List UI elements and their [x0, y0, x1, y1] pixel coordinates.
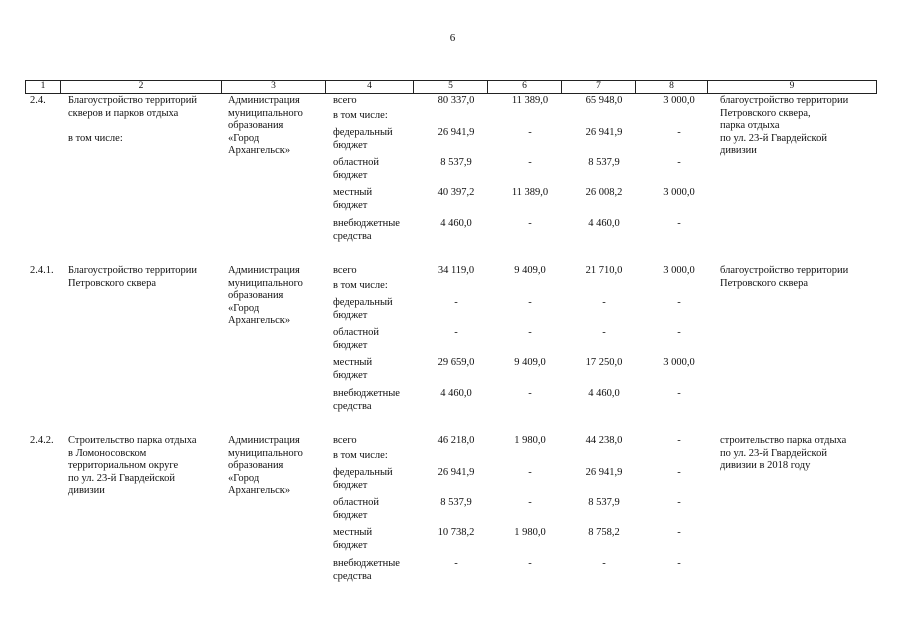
value-col8: - [677, 297, 681, 308]
row-organization-line: «Город [228, 132, 260, 144]
row-name-line: в том числе: [68, 132, 123, 144]
funding-source-label-line: внебюджетные [333, 558, 400, 569]
value-col5: 80 337,0 [437, 95, 475, 106]
funding-source-label-line: всего [333, 265, 357, 276]
row-organization-line: муниципального [228, 107, 303, 119]
row-code: 2.4. [30, 95, 46, 106]
value-col6: - [528, 327, 532, 338]
funding-source-label-line: местный [333, 527, 373, 538]
funding-source-label [333, 157, 419, 182]
value-col8: 3 000,0 [663, 265, 695, 276]
header-col-9: 9 [707, 81, 877, 93]
value-col8: - [677, 497, 681, 508]
row-organization-line: образования [228, 460, 284, 471]
value-col6: - [528, 297, 532, 308]
row-name-line: Благоустройство территории [68, 265, 197, 276]
header-col-4: 4 [325, 81, 413, 93]
funding-source-label [333, 450, 419, 463]
value-col6: 11 389,0 [511, 95, 549, 106]
value-col6: 9 409,0 [514, 265, 546, 276]
value-col5: 4 460,0 [440, 388, 472, 399]
value-col7: 21 710,0 [585, 265, 623, 276]
funding-source-label-line: бюджет [333, 199, 368, 211]
value-col7: 8 758,2 [588, 527, 620, 538]
value-col6: - [528, 157, 532, 168]
row-organization-line: Администрация [228, 435, 300, 446]
funding-source-label [333, 467, 419, 492]
row-organization-line: Администрация [228, 95, 300, 106]
row-result-line: Петровского сквера, [720, 107, 811, 119]
header-col-6: 6 [487, 81, 561, 93]
row-organization [228, 265, 328, 328]
funding-source-label [333, 527, 419, 552]
funding-source-label-line: всего [333, 95, 357, 106]
funding-source-label [333, 357, 419, 382]
row-result [720, 265, 885, 290]
row-name [68, 435, 228, 498]
funding-source-label-line: внебюджетные [333, 218, 400, 229]
value-col8: 3 000,0 [663, 187, 695, 198]
funding-source-label-line: в том числе: [333, 450, 388, 461]
funding-source-label-line: федеральный [333, 467, 393, 478]
funding-source-label [333, 497, 419, 522]
row-organization-line: Архангельск» [228, 485, 291, 496]
funding-source-label-line: бюджет [333, 369, 368, 381]
value-col7: - [602, 327, 606, 338]
row-name-line: территориальном округе [68, 460, 179, 471]
funding-source-label [333, 297, 419, 322]
row-name-line: в Ломоносовском [68, 447, 147, 459]
value-col8: - [677, 388, 681, 399]
funding-source-label [333, 558, 419, 583]
value-col6: - [528, 127, 532, 138]
funding-source-label-line: бюджет [333, 309, 368, 321]
funding-source-label-line: федеральный [333, 127, 393, 138]
row-result-line: дивизии в 2018 году [720, 460, 811, 471]
funding-source-label [333, 435, 419, 448]
funding-source-label-line: местный [333, 357, 373, 368]
funding-source-label-line: областной [333, 497, 379, 508]
row-organization-line: образования [228, 120, 284, 131]
table-header [25, 80, 877, 94]
row-result-line: Петровского сквера [720, 277, 808, 289]
value-col6: - [528, 388, 532, 399]
value-col5: 29 659,0 [437, 357, 475, 368]
row-result-line: благоустройство территории [720, 265, 849, 276]
row-name-line: Благоустройство территорий [68, 95, 197, 106]
value-col7: 44 238,0 [585, 435, 623, 446]
funding-source-label-line: в том числе: [333, 110, 388, 121]
row-code: 2.4.1. [30, 265, 54, 276]
row-code: 2.4.2. [30, 435, 54, 446]
value-col8: 3 000,0 [663, 95, 695, 106]
row-name-line: дивизии [68, 485, 105, 496]
header-col-7: 7 [561, 81, 635, 93]
row-organization-line: Архангельск» [228, 145, 291, 156]
value-col5: 10 738,2 [437, 527, 475, 538]
funding-source-label [333, 265, 419, 278]
value-col7: 8 537,9 [588, 497, 620, 508]
value-col7: - [602, 558, 606, 569]
value-col8: - [677, 127, 681, 138]
row-organization-line: муниципального [228, 277, 303, 289]
value-col6: 9 409,0 [514, 357, 546, 368]
header-col-8: 8 [635, 81, 707, 93]
value-col6: - [528, 467, 532, 478]
value-col8: - [677, 218, 681, 229]
row-result-line: благоустройство территории [720, 95, 849, 106]
row-result-line: дивизии [720, 145, 757, 156]
funding-source-label [333, 187, 419, 212]
funding-source-label-line: бюджет [333, 479, 368, 491]
value-col7: - [602, 297, 606, 308]
value-col8: - [677, 467, 681, 478]
row-organization-line: «Город [228, 302, 260, 314]
value-col6: - [528, 558, 532, 569]
funding-source-label-line: в том числе: [333, 280, 388, 291]
header-col-3: 3 [221, 81, 325, 93]
funding-source-label-line: федеральный [333, 297, 393, 308]
value-col7: 65 948,0 [585, 95, 623, 106]
funding-source-label-line: бюджет [333, 509, 368, 521]
row-organization-line: Архангельск» [228, 315, 291, 326]
value-col7: 4 460,0 [588, 388, 620, 399]
value-col6: - [528, 218, 532, 229]
row-result [720, 435, 885, 473]
page-number: 6 [449, 32, 456, 44]
row-result-line: по ул. 23-й Гвардейской [720, 447, 827, 459]
funding-source-label-line: бюджет [333, 139, 368, 151]
funding-source-label [333, 388, 419, 413]
row-organization-line: образования [228, 290, 284, 301]
row-name-line: скверов и парков отдыха [68, 107, 179, 119]
row-organization-line: муниципального [228, 447, 303, 459]
value-col8: 3 000,0 [663, 357, 695, 368]
funding-source-label-line: средства [333, 400, 372, 412]
row-name-line: Петровского сквера [68, 277, 156, 289]
funding-source-label-line: бюджет [333, 169, 368, 181]
funding-source-label-line: средства [333, 230, 372, 242]
row-organization [228, 435, 328, 498]
value-col8: - [677, 327, 681, 338]
value-col6: 1 980,0 [514, 527, 546, 538]
value-col5: - [454, 327, 458, 338]
funding-source-label [333, 327, 419, 352]
value-col5: 34 119,0 [437, 265, 475, 276]
funding-source-label [333, 110, 419, 123]
funding-source-label [333, 218, 419, 243]
value-col5: 26 941,9 [437, 127, 475, 138]
value-col8: - [677, 157, 681, 168]
funding-source-label-line: средства [333, 570, 372, 582]
row-result [720, 95, 885, 158]
value-col5: 8 537,9 [440, 157, 472, 168]
value-col8: - [677, 527, 681, 538]
value-col7: 26 941,9 [585, 127, 623, 138]
row-name-line [68, 120, 228, 133]
row-result-line: парка отдыха [720, 120, 780, 131]
row-result-line: строительство парка отдыха [720, 435, 847, 446]
row-name [68, 95, 228, 145]
value-col5: - [454, 297, 458, 308]
row-result-line: по ул. 23-й Гвардейской [720, 132, 827, 144]
header-col-5: 5 [413, 81, 487, 93]
value-col7: 4 460,0 [588, 218, 620, 229]
value-col8: - [677, 558, 681, 569]
value-col5: 8 537,9 [440, 497, 472, 508]
funding-source-label [333, 95, 419, 108]
funding-source-label-line: областной [333, 327, 379, 338]
funding-source-label [333, 280, 419, 293]
header-col-1: 1 [25, 81, 60, 93]
row-name-line: Строительство парка отдыха [68, 435, 197, 446]
value-col5: 46 218,0 [437, 435, 475, 446]
value-col7: 8 537,9 [588, 157, 620, 168]
funding-source-label-line: внебюджетные [333, 388, 400, 399]
value-col8: - [677, 435, 681, 446]
row-name [68, 265, 228, 290]
value-col7: 17 250,0 [585, 357, 623, 368]
value-col5: 40 397,2 [437, 187, 475, 198]
row-organization-line: Администрация [228, 265, 300, 276]
funding-source-label-line: местный [333, 187, 373, 198]
header-col-2: 2 [60, 81, 221, 93]
row-organization-line: «Город [228, 472, 260, 484]
row-organization [228, 95, 328, 158]
funding-source-label-line: бюджет [333, 539, 368, 551]
row-name-line: по ул. 23-й Гвардейской [68, 472, 175, 484]
value-col7: 26 008,2 [585, 187, 623, 198]
value-col5: 4 460,0 [440, 218, 472, 229]
value-col6: 11 389,0 [511, 187, 549, 198]
value-col7: 26 941,9 [585, 467, 623, 478]
funding-source-label-line: бюджет [333, 339, 368, 351]
funding-source-label [333, 127, 419, 152]
value-col6: - [528, 497, 532, 508]
funding-source-label-line: всего [333, 435, 357, 446]
value-col6: 1 980,0 [514, 435, 546, 446]
value-col5: 26 941,9 [437, 467, 475, 478]
funding-source-label-line: областной [333, 157, 379, 168]
value-col5: - [454, 558, 458, 569]
